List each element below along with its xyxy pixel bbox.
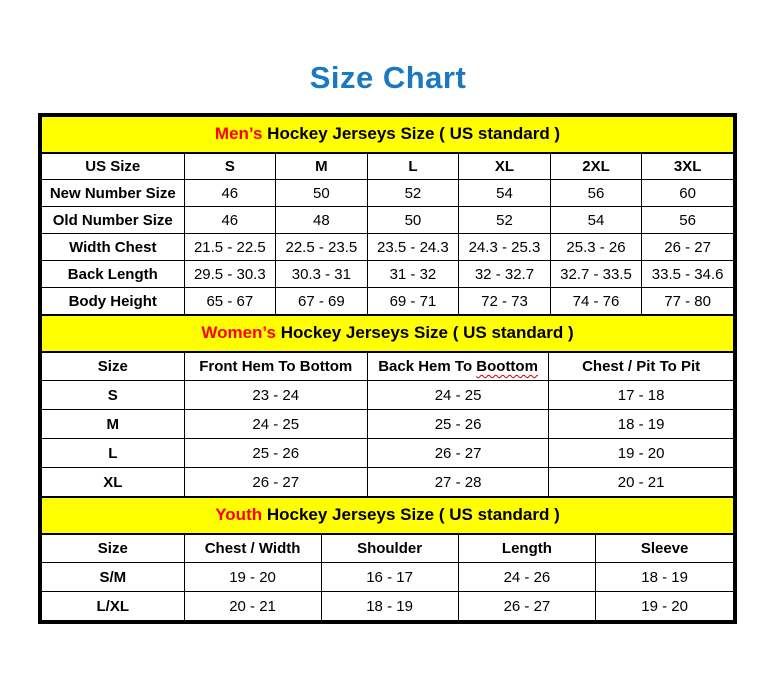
size-value: 24.3 - 25.3 xyxy=(459,234,551,261)
column-header: 2XL xyxy=(550,153,642,180)
row-label: S/M xyxy=(42,563,185,592)
column-header: 3XL xyxy=(642,153,734,180)
mens-header-row xyxy=(42,153,734,180)
row-label: L/XL xyxy=(42,592,185,621)
size-value: 26 - 27 xyxy=(458,592,596,621)
womens-header-row xyxy=(42,352,734,381)
table-row xyxy=(42,563,734,592)
size-value: 74 - 76 xyxy=(550,288,642,315)
youth-banner xyxy=(42,498,734,534)
column-header: Sleeve xyxy=(596,534,734,563)
column-header: M xyxy=(276,153,368,180)
column-header: Front Hem To Bottom xyxy=(184,352,367,381)
womens-banner-rest: Hockey Jerseys Size ( US standard ) xyxy=(275,323,574,343)
table-row xyxy=(42,468,734,497)
size-value: 17 - 18 xyxy=(549,381,734,410)
size-value: 52 xyxy=(459,207,551,234)
table-row xyxy=(42,439,734,468)
womens-size-table xyxy=(41,315,734,497)
row-label: M xyxy=(42,410,185,439)
size-value: 56 xyxy=(550,180,642,207)
table-row xyxy=(42,234,734,261)
size-value: 26 - 27 xyxy=(184,468,367,497)
size-value: 22.5 - 23.5 xyxy=(276,234,368,261)
size-value: 19 - 20 xyxy=(549,439,734,468)
size-value: 25.3 - 26 xyxy=(550,234,642,261)
size-value: 16 - 17 xyxy=(321,563,458,592)
size-value: 18 - 19 xyxy=(549,410,734,439)
size-value: 32.7 - 33.5 xyxy=(550,261,642,288)
row-label: S xyxy=(42,381,185,410)
size-value: 18 - 19 xyxy=(596,563,734,592)
size-value: 23.5 - 24.3 xyxy=(367,234,459,261)
size-value: 19 - 20 xyxy=(596,592,734,621)
size-value: 56 xyxy=(642,207,734,234)
size-value: 65 - 67 xyxy=(184,288,276,315)
size-value: 20 - 21 xyxy=(184,592,321,621)
womens-banner xyxy=(42,316,734,352)
row-label: XL xyxy=(42,468,185,497)
youth-banner-highlight: Youth xyxy=(215,505,263,525)
size-value: 24 - 25 xyxy=(367,381,548,410)
youth-banner-title xyxy=(42,498,734,534)
size-value: 67 - 69 xyxy=(276,288,368,315)
column-header: S xyxy=(184,153,276,180)
size-value: 24 - 26 xyxy=(458,563,596,592)
mens-banner-rest: Hockey Jerseys Size ( US standard ) xyxy=(262,124,561,144)
size-value: 54 xyxy=(459,180,551,207)
size-value: 27 - 28 xyxy=(367,468,548,497)
size-value: 48 xyxy=(276,207,368,234)
size-value: 32 - 32.7 xyxy=(459,261,551,288)
table-row xyxy=(42,207,734,234)
size-value: 25 - 26 xyxy=(184,439,367,468)
column-header-text: Back Hem To xyxy=(378,357,477,375)
size-value: 50 xyxy=(276,180,368,207)
row-label: New Number Size xyxy=(42,180,185,207)
size-value: 77 - 80 xyxy=(642,288,734,315)
size-chart-table xyxy=(38,113,737,624)
mens-banner xyxy=(42,117,734,153)
column-header: L xyxy=(367,153,459,180)
size-value: 54 xyxy=(550,207,642,234)
column-header: Size xyxy=(42,534,185,563)
youth-header-row xyxy=(42,534,734,563)
size-value: 69 - 71 xyxy=(367,288,459,315)
table-row xyxy=(42,261,734,288)
mens-banner-title xyxy=(42,117,734,153)
size-value: 21.5 - 22.5 xyxy=(184,234,276,261)
size-value: 31 - 32 xyxy=(367,261,459,288)
size-value: 46 xyxy=(184,207,276,234)
size-value: 29.5 - 30.3 xyxy=(184,261,276,288)
womens-banner-highlight: Women’s xyxy=(201,323,276,343)
size-value: 60 xyxy=(642,180,734,207)
table-row xyxy=(42,381,734,410)
row-label: Old Number Size xyxy=(42,207,185,234)
size-value: 23 - 24 xyxy=(184,381,367,410)
column-header: Length xyxy=(458,534,596,563)
row-label: Body Height xyxy=(42,288,185,315)
size-value: 20 - 21 xyxy=(549,468,734,497)
column-header: XL xyxy=(459,153,551,180)
table-row xyxy=(42,592,734,621)
misspelled-word: Boottom xyxy=(476,357,538,375)
youth-banner-rest: Hockey Jerseys Size ( US standard ) xyxy=(262,505,560,525)
size-value: 18 - 19 xyxy=(321,592,458,621)
size-value: 50 xyxy=(367,207,459,234)
womens-banner-title xyxy=(42,316,734,352)
size-value: 30.3 - 31 xyxy=(276,261,368,288)
row-label: Width Chest xyxy=(42,234,185,261)
table-row xyxy=(42,288,734,315)
column-header: Chest / Pit To Pit xyxy=(549,352,734,381)
column-header: Shoulder xyxy=(321,534,458,563)
mens-size-table xyxy=(41,116,734,315)
row-label: Back Length xyxy=(42,261,185,288)
column-header: Size xyxy=(42,352,185,381)
column-header: Chest / Width xyxy=(184,534,321,563)
column-header xyxy=(367,352,548,381)
size-value: 19 - 20 xyxy=(184,563,321,592)
table-row xyxy=(42,180,734,207)
size-value: 52 xyxy=(367,180,459,207)
youth-size-table xyxy=(41,497,734,621)
page-title: Size Chart xyxy=(309,60,467,95)
row-label: L xyxy=(42,439,185,468)
size-value: 33.5 - 34.6 xyxy=(642,261,734,288)
size-value: 26 - 27 xyxy=(367,439,548,468)
mens-banner-highlight: Men’s xyxy=(214,124,263,144)
size-value: 24 - 25 xyxy=(184,410,367,439)
size-value: 72 - 73 xyxy=(459,288,551,315)
size-value: 25 - 26 xyxy=(367,410,548,439)
size-value: 46 xyxy=(184,180,276,207)
column-header: US Size xyxy=(42,153,185,180)
size-value: 26 - 27 xyxy=(642,234,734,261)
table-row xyxy=(42,410,734,439)
